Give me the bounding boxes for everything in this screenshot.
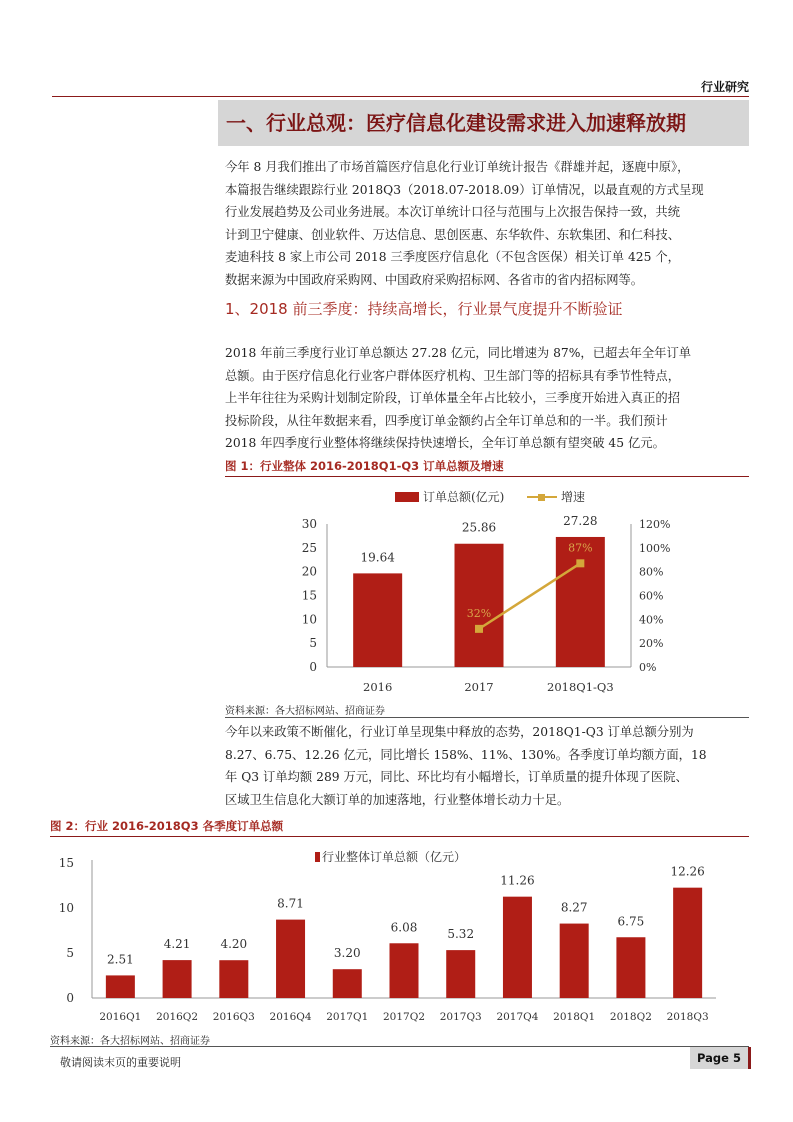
intro-line: 今年 8 月我们推出了市场首篇医疗信息化行业订单统计报告《群雄并起，逐鹿中原》， [225,160,690,174]
x-tick-label: 2017Q3 [439,1011,482,1023]
figure2-legend [315,849,466,864]
summary-line: 总额。由于医疗信息化行业客户群体医疗机构、卫生部门等的招标具有季节性特点， [225,368,680,383]
figure2-source-rule [50,1046,749,1047]
summary-line: 投标阶段，从往年数据来看，四季度订单金额约占全年订单总和的一半。我们预计 [225,413,668,428]
bar-value-label: 5.32 [447,927,475,942]
bar-value-label: 19.64 [360,550,395,565]
figure2-chart [50,838,749,1028]
bar [276,920,305,998]
bar [503,897,532,998]
legend-label-growth: 增速 [561,490,586,504]
figure1-title-rule [225,476,749,477]
y-tick-label: 0 [309,660,317,674]
bar [390,943,419,998]
figure1-source-rule [225,717,749,718]
section-title: 一、行业总观：医疗信息化建设需求进入加速释放期 [218,100,749,146]
x-tick-label: 2017 [464,680,494,694]
y2-tick-label: 0% [639,661,657,674]
bar [556,537,605,667]
figure1-legend [395,489,585,504]
growth-marker [576,559,584,567]
y-tick-label: 0 [66,991,74,1005]
y2-tick-label: 100% [639,541,671,555]
growth-value-label: 87% [568,541,593,555]
x-tick-label: 2017Q4 [496,1011,539,1023]
x-tick-label: 2016Q2 [156,1011,199,1023]
intro-line: 本篇报告继续跟踪行业 2018Q3（2018.07-2018.09）订单情况，以最直观的方式呈现 [225,182,704,197]
y2-tick-label: 120% [639,518,671,531]
growth-marker [475,625,483,633]
bar-value-label: 6.08 [390,920,418,935]
header-rule [52,96,749,97]
legend-label-orders: 订单总额(亿元) [423,490,505,504]
figure1-source: 资料来源：各大招标网站、招商证券 [225,706,385,717]
summary-line: 2018 年前三季度行业订单总额达 27.28 亿元，同比增速为 87%，已超去年全年订单 [225,346,692,360]
y-tick-label: 30 [301,517,317,531]
bar [446,950,475,998]
quarterly-line: 今年以来政策不断催化，行业订单呈现集中释放的态势，2018Q1-Q3 订单总额分别为 [225,725,694,739]
bar-value-label: 11.26 [500,873,535,888]
y-tick-label: 5 [309,636,317,651]
page-number: Page 5 [690,1047,751,1069]
figure1-title: 图 1：行业整体 2016-2018Q1-Q3 订单总额及增速 [225,459,504,473]
bar-value-label: 8.71 [277,896,304,911]
y2-tick-label: 20% [639,637,664,651]
y-tick-label: 10 [301,612,317,627]
bar-value-label: 4.20 [220,937,248,952]
bar [673,888,702,998]
bar-value-label: 12.26 [670,864,705,879]
quarterly-paragraph [225,721,749,811]
y-tick-label: 20 [301,564,317,579]
figure2-title-rule [50,836,749,837]
legend-swatch-orders [395,492,419,502]
bar-value-label: 4.21 [163,937,191,952]
x-tick-label: 2017Q2 [382,1011,426,1023]
quarterly-line: 区域卫生信息化大额订单的加速落地，行业整体增长动力十足。 [225,792,570,807]
quarterly-line: 年 Q3 订单均额 289 万元，同比、环比均有小幅增长，订单质量的提升体现了医院、 [225,770,688,784]
figure1-chart [225,478,749,700]
bar [163,960,192,998]
x-tick-label: 2018Q2 [609,1011,652,1023]
quarterly-line: 8.27、6.75、12.26 亿元，同比增长 158%、11%、130%。各季度订单均额方面，18 [225,747,707,762]
bar [560,924,589,998]
bar [219,960,248,998]
intro-line: 数据来源为中国政府采购网、中国政府采购招标网、各省市的省内招标网等。 [225,272,644,287]
y-tick-label: 25 [301,540,317,555]
x-tick-label: 2018Q1 [553,1011,596,1023]
subsection-title: 1、2018 前三季度：持续高增长，行业景气度提升不断验证 [225,300,623,318]
bar-value-label: 6.75 [617,914,645,929]
footer-note: 敬请阅读末页的重要说明 [60,1056,181,1069]
header-tag: 行业研究 [700,80,749,94]
y-tick-label: 10 [58,901,74,915]
y2-tick-label: 60% [639,589,664,603]
bar [455,544,504,667]
legend-swatch-quarterly [315,852,320,862]
x-tick-label: 2016Q4 [269,1011,312,1023]
y-tick-label: 15 [301,588,317,603]
figure2-title: 图 2：行业 2016-2018Q3 各季度订单总额 [50,819,284,833]
growth-value-label: 32% [466,606,492,620]
y2-tick-label: 80% [639,565,664,579]
x-tick-label: 2016 [363,680,393,694]
intro-line: 行业发展趋势及公司业务进展。本次订单统计口径与范围与上次报告保持一致，共统 [225,205,680,219]
bar [616,937,645,998]
bar-value-label: 3.20 [333,946,361,961]
figure2-source: 资料来源：各大招标网站、招商证券 [50,1036,210,1047]
x-tick-label: 2018Q3 [666,1011,709,1023]
legend-label-quarterly: 行业整体订单总额（亿元） [322,850,467,864]
summary-line: 上半年往往为采购计划制定阶段，订单体量全年占比较小，三季度开始进入真正的招 [225,391,680,405]
bar-value-label: 25.86 [461,520,497,535]
bar [353,573,402,667]
summary-paragraph [225,342,749,455]
legend-marker-growth [538,494,545,501]
intro-line: 计到卫宁健康、创业软件、万达信息、思创医惠、东华软件、东软集团、和仁科技、 [225,227,680,242]
summary-line: 2018 年四季度行业整体将继续保持快速增长，全年订单总额有望突破 45 亿元。 [225,436,665,450]
bar-value-label: 8.27 [560,900,588,915]
y-tick-label: 15 [58,856,74,870]
bar [106,975,135,998]
y2-tick-label: 40% [639,613,664,627]
x-tick-label: 2016Q1 [99,1011,142,1023]
bar-value-label: 2.51 [107,952,134,967]
x-tick-label: 2016Q3 [212,1011,255,1023]
bar-value-label: 27.28 [563,513,598,528]
bar [333,969,362,998]
y-tick-label: 5 [66,946,74,960]
intro-line: 麦迪科技 8 家上市公司 2018 三季度医疗信息化（不包含医保）相关订单 425 个， [225,250,680,264]
x-tick-label: 2018Q1-Q3 [547,680,614,694]
intro-paragraph [225,156,749,291]
x-tick-label: 2017Q1 [326,1011,369,1023]
